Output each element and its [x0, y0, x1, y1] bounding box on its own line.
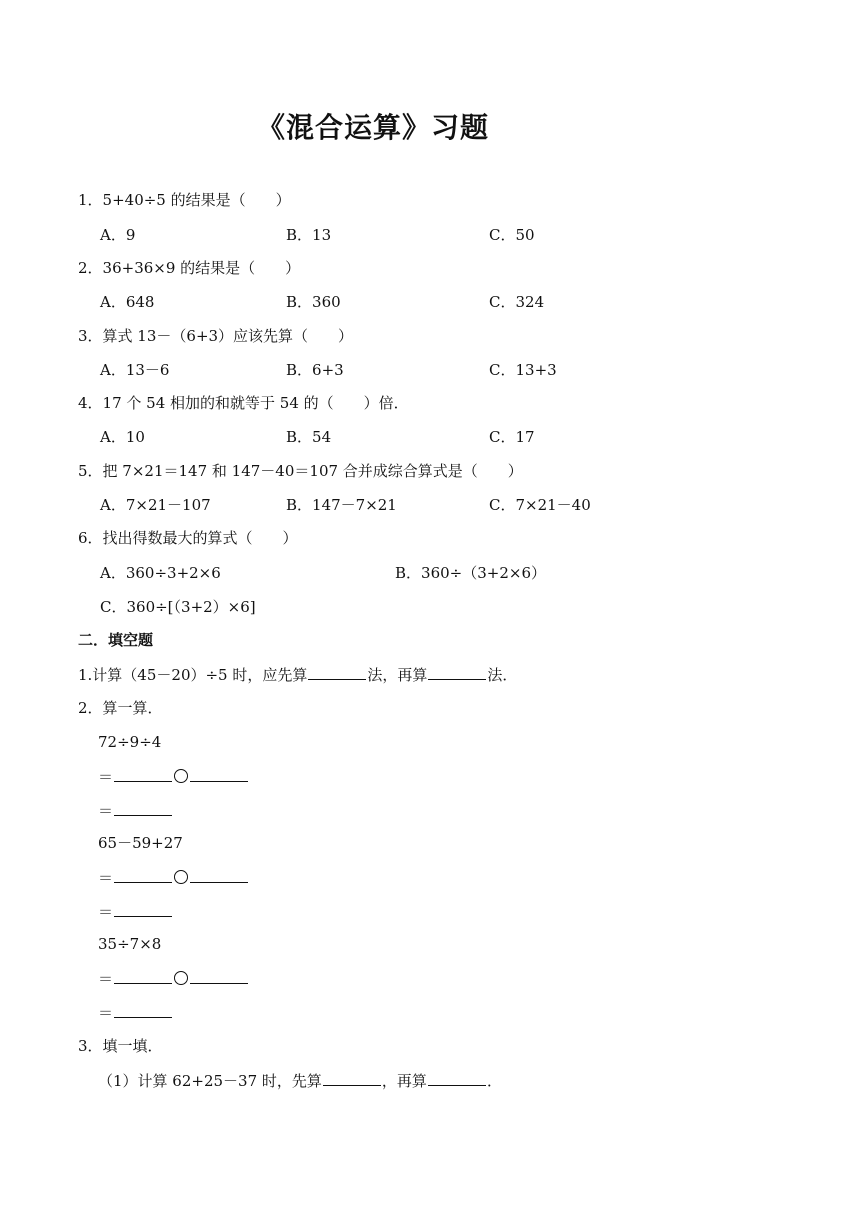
fill-q1-blank-2[interactable]: [428, 664, 486, 680]
question-1-option-c[interactable]: C．50: [489, 226, 535, 244]
equals-sign: ＝: [98, 869, 114, 887]
answer-blank[interactable]: [114, 968, 172, 984]
section-heading-fill: 二．填空题: [78, 631, 154, 649]
answer-blank[interactable]: [190, 867, 248, 883]
answer-blank[interactable]: [114, 800, 172, 816]
question-2-option-a[interactable]: A．648: [100, 293, 155, 311]
expression-1: 72÷9÷4: [98, 733, 162, 751]
expression-3: 35÷7×8: [98, 935, 162, 953]
expression-2-step-1: [98, 867, 249, 888]
question-2-option-b[interactable]: B．360: [286, 293, 341, 311]
equals-sign: ＝: [98, 903, 114, 921]
fill-q3-text-2: ，再算: [381, 1072, 427, 1090]
fill-q1-text-2: 法，再算: [367, 666, 428, 684]
question-1-option-a[interactable]: A．9: [100, 226, 136, 244]
question-5-option-b[interactable]: B．147－7×21: [286, 496, 397, 514]
question-3-stem: 3．算式 13－（6+3）应该先算（ ）: [78, 327, 354, 345]
fill-q3-text-3: ．: [486, 1072, 502, 1090]
expression-2: 65－59+27: [98, 834, 183, 852]
question-5-option-c[interactable]: C．7×21－40: [489, 496, 591, 514]
question-3-option-c[interactable]: C．13+3: [489, 361, 557, 379]
answer-blank[interactable]: [114, 867, 172, 883]
page-title: 《混合运算》习题: [256, 111, 489, 144]
answer-blank[interactable]: [114, 901, 172, 917]
question-2-stem: 2．36+36×9 的结果是（ ）: [78, 259, 301, 277]
fill-question-1: [78, 664, 517, 685]
equals-sign: ＝: [98, 802, 114, 820]
expression-1-step-2: [98, 800, 173, 821]
question-6-option-c[interactable]: C．360÷[（3+2）×6]: [100, 598, 256, 616]
question-4-stem: 4．17 个 54 相加的和就等于 54 的（ ）倍．: [78, 394, 409, 412]
question-5-stem: 5．把 7×21＝147 和 147－40＝107 合并成综合算式是（ ）: [78, 462, 523, 480]
question-4-option-b[interactable]: B．54: [286, 428, 332, 446]
equals-sign: ＝: [98, 970, 114, 988]
answer-blank[interactable]: [190, 766, 248, 782]
question-6-option-b[interactable]: B．360÷（3+2×6）: [395, 564, 546, 582]
question-6-option-a[interactable]: A．360÷3+2×6: [100, 564, 221, 582]
fill-question-3-stem: 3．填一填．: [78, 1037, 163, 1055]
expression-1-step-1: [98, 766, 249, 787]
operator-circle[interactable]: [174, 769, 188, 783]
expression-3-step-2: [98, 1002, 173, 1023]
expression-3-step-1: [98, 968, 249, 989]
question-3-option-a[interactable]: A．13－6: [100, 361, 170, 379]
question-1-option-b[interactable]: B．13: [286, 226, 332, 244]
answer-blank[interactable]: [190, 968, 248, 984]
question-4-option-c[interactable]: C．17: [489, 428, 535, 446]
fill-q1-blank-1[interactable]: [308, 664, 366, 680]
fill-q3-blank-1[interactable]: [323, 1070, 381, 1086]
equals-sign: ＝: [98, 768, 114, 786]
fill-q3-text-1: （1）计算 62+25－37 时，先算: [98, 1072, 322, 1090]
operator-circle[interactable]: [174, 971, 188, 985]
answer-blank[interactable]: [114, 1002, 172, 1018]
fill-q1-text-3: 法．: [487, 666, 518, 684]
fill-q3-blank-2[interactable]: [428, 1070, 486, 1086]
expression-2-step-2: [98, 901, 173, 922]
question-2-option-c[interactable]: C．324: [489, 293, 545, 311]
fill-question-3-sub-1: [98, 1070, 502, 1091]
fill-question-2-stem: 2．算一算．: [78, 699, 163, 717]
equals-sign: ＝: [98, 1004, 114, 1022]
answer-blank[interactable]: [114, 766, 172, 782]
fill-q1-text-1: 1.计算（45－20）÷5 时，应先算: [78, 666, 308, 684]
question-1-stem: 1．5+40÷5 的结果是（ ）: [78, 191, 291, 209]
question-5-option-a[interactable]: A．7×21－107: [100, 496, 211, 514]
question-4-option-a[interactable]: A．10: [100, 428, 145, 446]
question-6-stem: 6．找出得数最大的算式（ ）: [78, 529, 298, 547]
operator-circle[interactable]: [174, 870, 188, 884]
question-3-option-b[interactable]: B．6+3: [286, 361, 344, 379]
